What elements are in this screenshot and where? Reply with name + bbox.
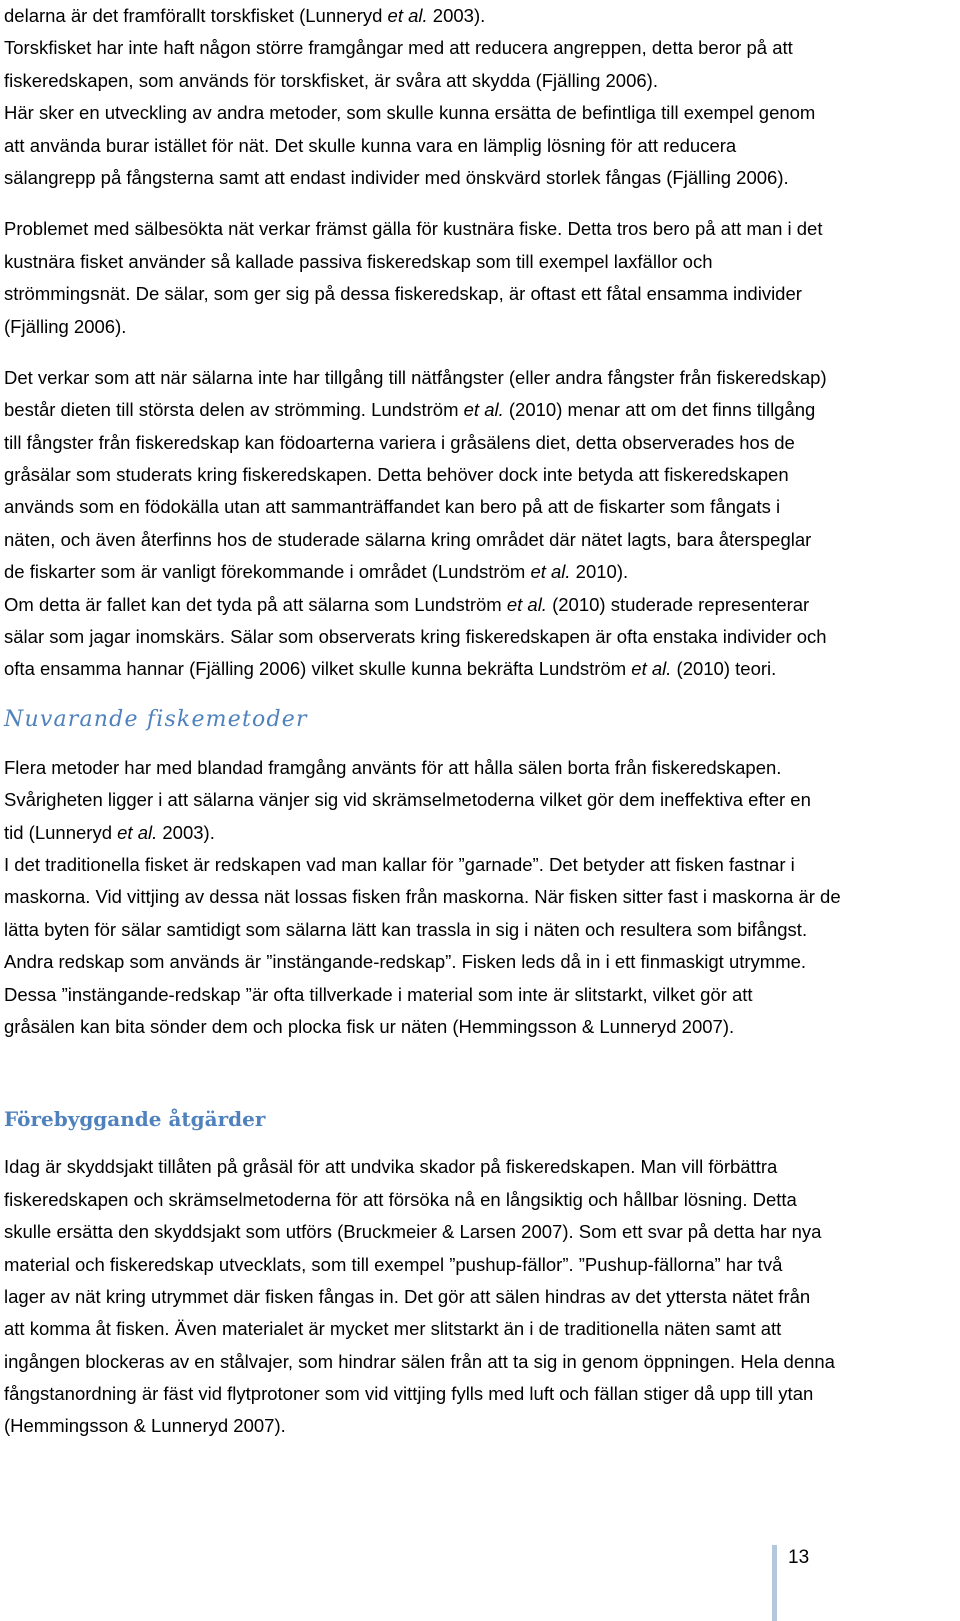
text-line (4, 130, 956, 162)
text-segment: gråsälar som studerats kring fiskeredskapen. Detta behöver dock inte betyda att fiskeredskapen (4, 464, 789, 486)
text-segment: Det verkar som att när sälarna inte har tillgång till nätfångster (eller andra fångster från fiskeredskap) (4, 366, 827, 388)
text-line (4, 362, 956, 394)
text-segment: fiskeredskapen, som används för torskfisket, är svåra att skydda (Fjälling 2006). (4, 69, 658, 91)
text-line (4, 1281, 956, 1313)
text-segment: används som en födokälla utan att sammanträffandet kan bero på att de fiskarter som fångats i (4, 496, 781, 518)
text-line (4, 621, 956, 653)
text-line (4, 213, 956, 245)
text-line (4, 1313, 956, 1345)
text-segment: (2010) studerade representerar (546, 593, 810, 615)
text-segment: Här sker en utveckling av andra metoder, som skulle kunna ersätta de befintliga till exempel genom (4, 102, 816, 124)
text-line (4, 849, 956, 881)
text-line (4, 653, 956, 685)
text-segment: att komma åt fisken. Även materialet är mycket mer slitstarkt än i de traditionella näten samt att (4, 1318, 782, 1340)
text-line (4, 1346, 956, 1378)
text-segment: gråsälen kan bita sönder dem och plocka fisk ur näten (Hemmingsson & Lunneryd 2007). (4, 1015, 735, 1037)
heading-current-methods: Nuvarande fiskemetoder (4, 706, 308, 732)
text-line (4, 1410, 956, 1442)
text-segment: maskorna. Vid vittjing av dessa nät lossas fisken från maskorna. När fisken sitter fast i maskorna är de (4, 886, 841, 908)
text-line (4, 979, 956, 1011)
page-number: 13 (788, 1547, 810, 1568)
text-line (4, 0, 956, 32)
text-line (4, 246, 956, 278)
italic-text: et al. (387, 5, 428, 26)
text-segment: Flera metoder har med blandad framgång använts för att hålla sälen borta från fiskeredskapen. (4, 756, 782, 778)
text-segment: 2003). (427, 5, 486, 26)
text-segment: material och fiskeredskap utvecklats, som till exempel ”pushup-fällor”. ”Pushup-fällorna” har två (4, 1253, 783, 1275)
text-segment: Problemet med sälbesökta nät verkar främst gälla för kustnära fiske. Detta tros bero på att man i det (4, 218, 823, 240)
text-segment: består dieten till största delen av strömming. Lundström (4, 399, 464, 421)
text-line (4, 427, 956, 459)
text-segment: (Hemmingsson & Lunneryd 2007). (4, 1415, 286, 1437)
text-segment: Idag är skyddsjakt tillåten på gråsäl för att undvika skador på fiskeredskapen. Man vill förbättra (4, 1156, 778, 1178)
text-line (4, 32, 956, 64)
text-segment: kustnära fisket använder så kallade passiva fiskeredskap som till exempel laxfällor och (4, 250, 713, 272)
text-line (4, 1378, 956, 1410)
text-line (4, 97, 956, 129)
text-segment: sälar som jagar inomskärs. Sälar som observerats kring fiskeredskapen är ofta enstaka individer och (4, 626, 827, 648)
text-segment: skulle ersätta den skyddsjakt som utförs (Bruckmeier & Larsen 2007). Som ett svar på detta har nya (4, 1221, 822, 1243)
text-line (4, 278, 956, 310)
text-segment: till fångster från fiskeredskap kan födoarterna variera i gråsälens diet, detta observerades hos de (4, 431, 795, 453)
text-segment: 2003). (157, 821, 215, 843)
italic-text: et al. (117, 821, 158, 843)
text-line (4, 589, 956, 621)
text-segment: sälangrepp på fångsterna samt att endast individer med önskvärd storlek fångas (Fjälling 2006). (4, 166, 789, 188)
paragraph-seal-diet (4, 362, 956, 686)
text-segment: Dessa ”instängande-redskap ”är ofta tillverkade i material som inte är slitstarkt, vilket gör att (4, 983, 753, 1005)
text-segment: Torskfisket har inte haft någon större framgångar med att reducera angreppen, detta beror på att (4, 37, 793, 59)
text-line (4, 817, 956, 849)
italic-text: et al. (631, 658, 672, 680)
text-line (4, 459, 956, 491)
text-segment: ingången blockeras av en stålvajer, som hindrar sälen från att ta sig in genom öppningen. Hela denna (4, 1350, 835, 1372)
paragraph-current-methods (4, 752, 956, 1044)
paragraph-preventive-measures (4, 1151, 956, 1443)
text-line (4, 65, 956, 97)
paragraph-fishing-gear (4, 0, 956, 194)
text-segment: att använda burar istället för nät. Det skulle kunna vara en lämplig lösning för att reducera (4, 134, 737, 156)
italic-text: et al. (530, 561, 571, 583)
text-segment: lager av nät kring utrymmet där fisken fångas in. Det gör att sälen hindras av det yttersta nätet från (4, 1285, 811, 1307)
text-segment: (2010) teori. (671, 658, 777, 680)
document-page (4, 0, 956, 1443)
text-line (4, 1249, 956, 1281)
text-line (4, 1011, 956, 1043)
text-segment: lätta byten för sälar samtidigt som sälarna lätt kan trassla in sig i näten och resultera som bifångst. (4, 918, 808, 940)
text-line (4, 752, 956, 784)
text-line (4, 162, 956, 194)
text-line (4, 784, 956, 816)
text-line (4, 524, 956, 556)
text-line (4, 556, 956, 588)
text-line (4, 881, 956, 913)
text-segment: fiskeredskapen och skrämselmetoderna för att försöka nå en långsiktig och hållbar lösning. Detta (4, 1188, 797, 1210)
text-segment: delarna är det framförallt torskfisket (Lunneryd (4, 5, 388, 26)
text-segment: Svårigheten ligger i att sälarna vänjer sig vid skrämselmetoderna vilket gör dem ineffektiva efter en (4, 789, 811, 811)
text-line (4, 1151, 956, 1183)
italic-text: et al. (506, 593, 547, 615)
text-line (4, 1216, 956, 1248)
text-segment: Om detta är fallet kan det tyda på att sälarna som Lundström (4, 593, 507, 615)
text-line (4, 914, 956, 946)
paragraph-seal-nets (4, 213, 956, 343)
text-segment: fångstanordning är fäst vid flytprotoner som vid vittjing fylls med luft och fällan stiger då upp till ytan (4, 1383, 814, 1405)
text-segment: näten, och även återfinns hos de studerade sälarna kring området där nätet lagts, bara återspeglar (4, 528, 812, 550)
text-segment: (Fjälling 2006). (4, 315, 127, 337)
text-segment: de fiskarter som är vanligt förekommande i området (Lundström (4, 561, 531, 583)
text-line (4, 946, 956, 978)
text-segment: (2010) menar att om det finns tillgång (503, 399, 816, 421)
text-segment: tid (Lunneryd (4, 821, 118, 843)
italic-text: et al. (463, 399, 504, 421)
text-segment: strömmingsnät. De sälar, som ger sig på dessa fiskeredskap, är oftast ett fåtal ensamma individer (4, 283, 802, 305)
text-segment: I det traditionella fisket är redskapen vad man kallar för ”garnade”. Det betyder att fisken fastnar i (4, 853, 795, 875)
heading-preventive-measures: Förebyggande åtgärder (4, 1107, 266, 1132)
text-segment: Andra redskap som används är ”instängande-redskap”. Fisken leds då in i ett finmaskigt utrymme. (4, 951, 807, 973)
text-line (4, 394, 956, 426)
page-number-bar (772, 1545, 777, 1621)
text-line (4, 491, 956, 523)
text-segment: ofta ensamma hannar (Fjälling 2006) vilket skulle kunna bekräfta Lundström (4, 658, 632, 680)
text-line (4, 311, 956, 343)
text-segment: 2010). (570, 561, 629, 583)
text-line (4, 1184, 956, 1216)
